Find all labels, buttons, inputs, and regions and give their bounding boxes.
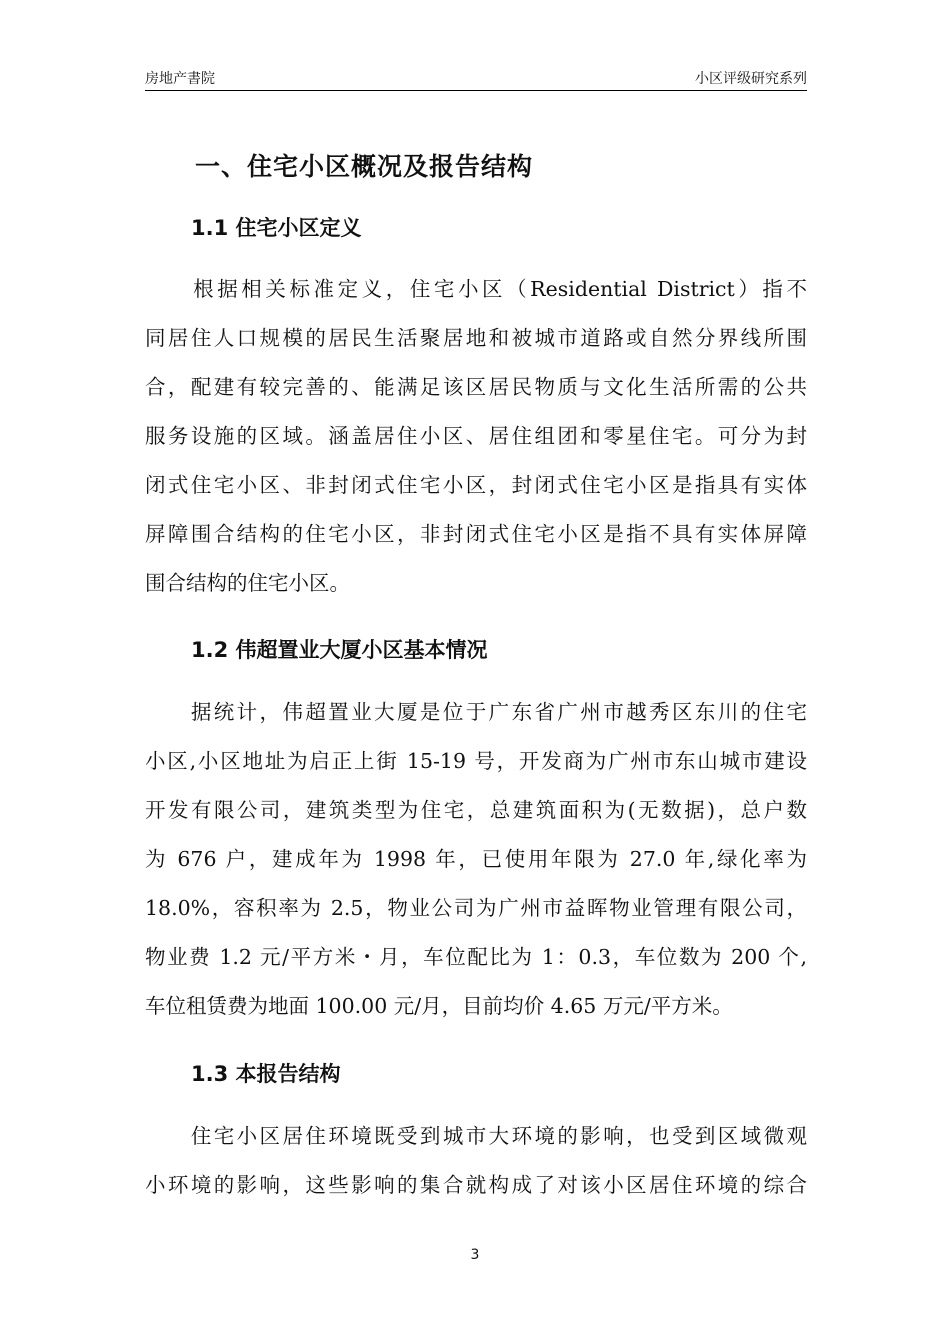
text-line: 小区,小区地址为启正上街 15-19 号，开发商为广州市东山城市建设 <box>145 749 807 773</box>
page-header <box>145 66 807 91</box>
text-line: 根据相关标准定义，住宅小区（Residential District）指不 <box>145 277 807 301</box>
text-line: 服务设施的区域。涵盖居住小区、居住组团和零星住宅。可分为封 <box>145 424 807 448</box>
chapter-title: 一、住宅小区概况及报告结构 <box>195 152 534 181</box>
section-heading-1-2: 1.2 伟超置业大厦小区基本情况 <box>191 638 488 662</box>
text-line: 同居住人口规模的居民生活聚居地和被城市道路或自然分界线所围 <box>145 326 807 350</box>
header-series: 小区评级研究系列 <box>695 71 807 87</box>
text-line: 围合结构的住宅小区。 <box>145 571 350 595</box>
text-line: 物业费 1.2 元/平方米・月，车位配比为 1：0.3，车位数为 200 个, <box>145 945 807 969</box>
text-line: 为 676 户，建成年为 1998 年，已使用年限为 27.0 年,绿化率为 <box>145 847 807 871</box>
section-1-3-paragraph <box>145 1112 807 1210</box>
page-number: 3 <box>470 1247 480 1263</box>
text-line: 18.0%，容积率为 2.5，物业公司为广州市益晖物业管理有限公司， <box>145 896 807 920</box>
section-heading-1-3: 1.3 本报告结构 <box>191 1062 341 1086</box>
text-line: 开发有限公司，建筑类型为住宅，总建筑面积为(无数据)，总户数 <box>145 798 807 822</box>
text-line: 住宅小区居住环境既受到城市大环境的影响，也受到区域微观 <box>145 1124 807 1148</box>
text-line: 车位租赁费为地面 100.00 元/月，目前均价 4.65 万元/平方米。 <box>145 994 733 1018</box>
section-1-2-paragraph <box>145 688 807 1031</box>
text-line: 据统计，伟超置业大厦是位于广东省广州市越秀区东川的住宅 <box>145 700 807 724</box>
text-line: 屏障围合结构的住宅小区，非封闭式住宅小区是指不具有实体屏障 <box>145 522 807 546</box>
text-line: 小环境的影响，这些影响的集合就构成了对该小区居住环境的综合 <box>145 1173 807 1197</box>
text-line: 闭式住宅小区、非封闭式住宅小区，封闭式住宅小区是指具有实体 <box>145 473 807 497</box>
header-publisher: 房地产書院 <box>145 71 215 87</box>
section-heading-1-1: 1.1 住宅小区定义 <box>191 216 362 240</box>
section-1-1-paragraph <box>145 265 807 608</box>
text-line: 合，配建有较完善的、能满足该区居民物质与文化生活所需的公共 <box>145 375 807 399</box>
